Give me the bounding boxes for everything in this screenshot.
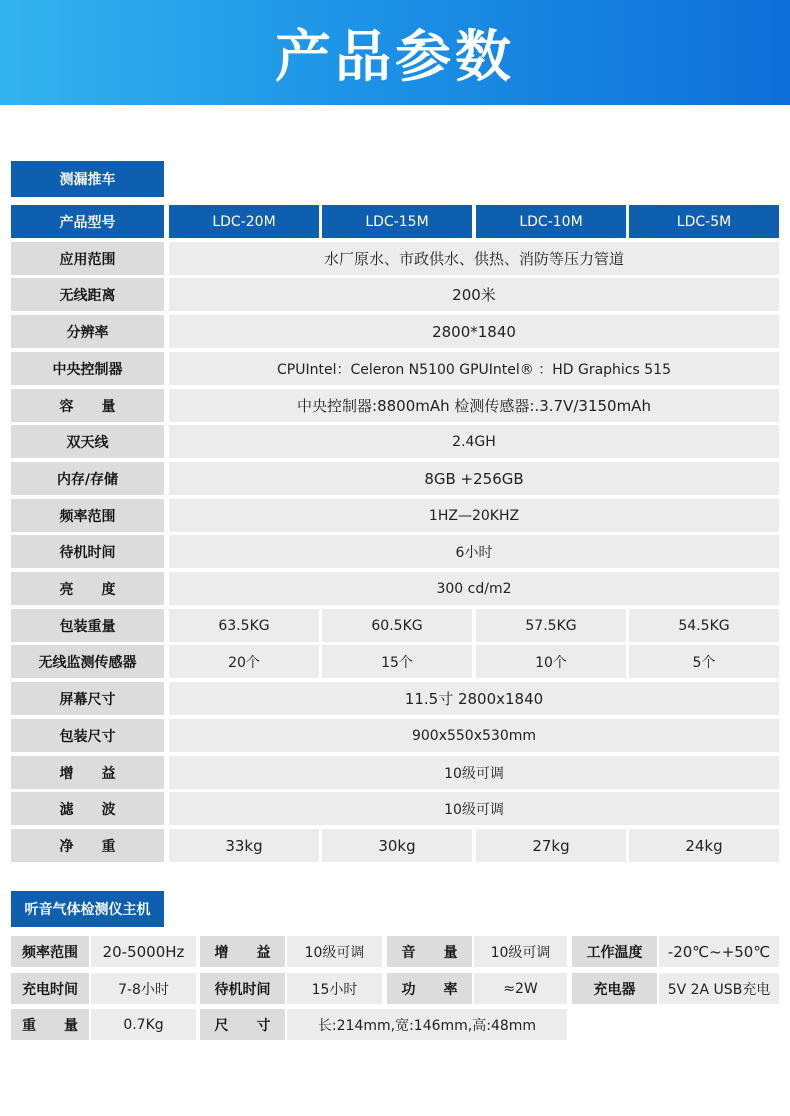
- spec-value: CPUIntel：Celeron N5100 GPUIntel® ：HD Graphics 515: [169, 352, 779, 385]
- spec-value: 900x550x530mm: [169, 719, 779, 752]
- spec-value-cell: 60.5KG: [322, 609, 472, 642]
- spec-value-cell: 20个: [169, 645, 319, 678]
- spec-label: 无线监测传感器: [11, 645, 164, 678]
- spec-value-cell: 27kg: [476, 829, 626, 862]
- host-spec-value: 15小时: [287, 973, 382, 1004]
- spec-value-cell: 57.5KG: [476, 609, 626, 642]
- host-spec-label: 工作温度: [572, 936, 657, 967]
- spec-value: 200米: [169, 278, 779, 311]
- spec-value-cell: 15个: [322, 645, 472, 678]
- host-spec-label: 增 益: [200, 936, 285, 967]
- host-spec-label: 充电时间: [11, 973, 89, 1004]
- spec-value: 1HZ—20KHZ: [169, 499, 779, 532]
- spec-label: 容 量: [11, 389, 164, 422]
- host-spec-label: 频率范围: [11, 936, 89, 967]
- spec-label: 无线距离: [11, 278, 164, 311]
- page-banner: [0, 0, 790, 105]
- spec-value: 10级可调: [169, 756, 779, 789]
- spec-value: 300 cd/m2: [169, 572, 779, 605]
- host-spec-value: 5V 2A USB充电: [659, 973, 779, 1004]
- spec-value-cell: 54.5KG: [629, 609, 779, 642]
- host-spec-value: 0.7Kg: [91, 1009, 196, 1040]
- spec-label: 亮 度: [11, 572, 164, 605]
- host-spec-value: 10级可调: [287, 936, 382, 967]
- section-tag-cart: 测漏推车: [11, 161, 164, 197]
- spec-value: 2.4GH: [169, 425, 779, 458]
- model-header-2: LDC-15M: [322, 205, 472, 238]
- host-spec-value: 10级可调: [474, 936, 567, 967]
- spec-value-cell: 30kg: [322, 829, 472, 862]
- section-tag-host: 听音气体检测仪主机: [11, 891, 164, 927]
- spec-value-cell: 63.5KG: [169, 609, 319, 642]
- host-spec-label: 功 率: [387, 973, 472, 1004]
- host-spec-value: 20-5000Hz: [91, 936, 196, 967]
- host-spec-value: ≈2W: [474, 973, 567, 1004]
- spec-value: 水厂原水、市政供水、供热、消防等压力管道: [169, 242, 779, 275]
- spec-value: 10级可调: [169, 792, 779, 825]
- host-spec-label: 尺 寸: [200, 1009, 285, 1040]
- host-spec-label: 充电器: [572, 973, 657, 1004]
- host-spec-label: 待机时间: [200, 973, 285, 1004]
- spec-label: 增 益: [11, 756, 164, 789]
- spec-label: 频率范围: [11, 499, 164, 532]
- model-header-3: LDC-10M: [476, 205, 626, 238]
- model-header-4: LDC-5M: [629, 205, 779, 238]
- spec-label: 内存/存储: [11, 462, 164, 495]
- spec-value-cell: 5个: [629, 645, 779, 678]
- spec-value-cell: 33kg: [169, 829, 319, 862]
- page-title: 产品参数: [275, 24, 515, 90]
- spec-value: 2800*1840: [169, 315, 779, 348]
- host-spec-label: 重 量: [11, 1009, 89, 1040]
- spec-label: 待机时间: [11, 535, 164, 568]
- model-header-label: 产品型号: [11, 205, 164, 238]
- spec-label: 双天线: [11, 425, 164, 458]
- spec-label: 包装重量: [11, 609, 164, 642]
- host-spec-value: -20℃~+50℃: [659, 936, 779, 967]
- model-header-1: LDC-20M: [169, 205, 319, 238]
- spec-label: 滤 波: [11, 792, 164, 825]
- spec-label: 包装尺寸: [11, 719, 164, 752]
- spec-label: 分辨率: [11, 315, 164, 348]
- spec-value: 中央控制器:8800mAh 检测传感器:.3.7V/3150mAh: [169, 389, 779, 422]
- spec-label: 中央控制器: [11, 352, 164, 385]
- spec-value: 11.5寸 2800x1840: [169, 682, 779, 715]
- spec-label: 应用范围: [11, 242, 164, 275]
- spec-label: 净 重: [11, 829, 164, 862]
- spec-value: 8GB +256GB: [169, 462, 779, 495]
- host-spec-value: 长:214mm,宽:146mm,高:48mm: [287, 1009, 567, 1040]
- spec-value-cell: 10个: [476, 645, 626, 678]
- spec-value: 6小时: [169, 535, 779, 568]
- host-spec-value: 7-8小时: [91, 973, 196, 1004]
- spec-value-cell: 24kg: [629, 829, 779, 862]
- host-spec-label: 音 量: [387, 936, 472, 967]
- spec-label: 屏幕尺寸: [11, 682, 164, 715]
